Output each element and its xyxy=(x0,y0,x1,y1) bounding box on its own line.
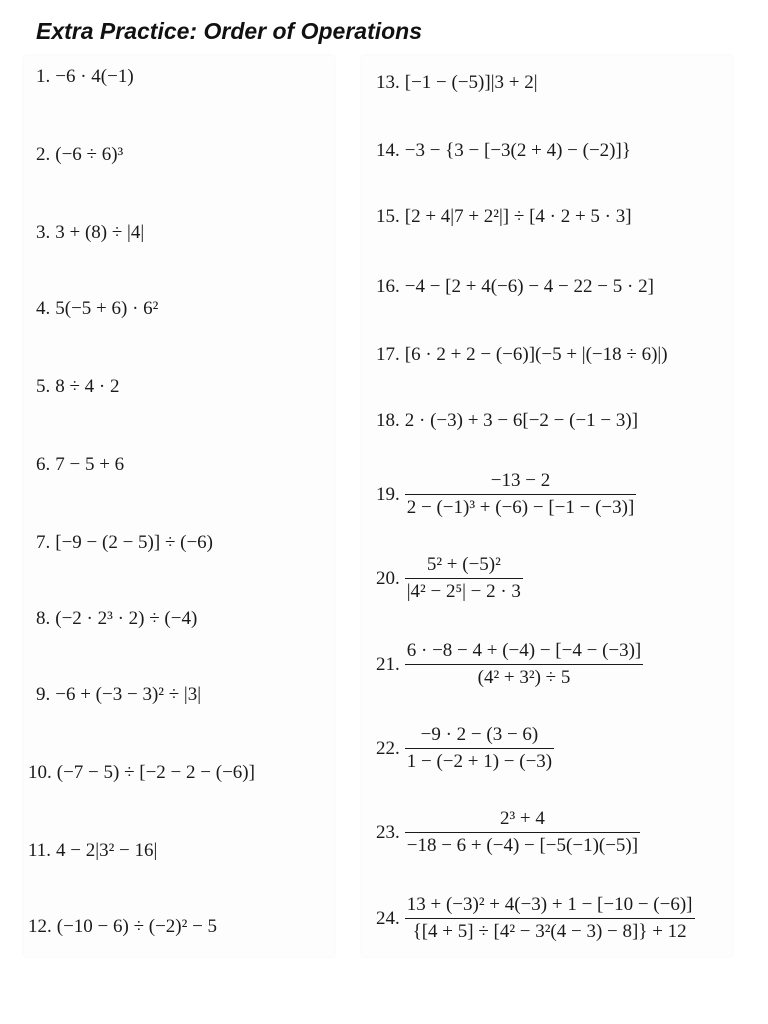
problem-6 xyxy=(36,454,124,476)
problem-number: 9. xyxy=(36,684,51,705)
problem-expression: 2 · (−3) + 3 − 6[−2 − (−1 − 3)] xyxy=(404,410,639,431)
fraction xyxy=(405,724,554,773)
problem-14 xyxy=(376,140,631,162)
problem-expression: −6 + (−3 − 3)² ÷ |3| xyxy=(55,684,201,705)
problem-number: 13. xyxy=(376,72,400,93)
problem-number: 24. xyxy=(376,907,400,929)
problem-number: 7. xyxy=(36,532,51,553)
problem-5 xyxy=(36,376,120,398)
problem-23 xyxy=(376,808,640,857)
problem-number: 1. xyxy=(36,66,51,87)
fraction-numerator: 2³ + 4 xyxy=(499,808,545,829)
problem-8 xyxy=(36,608,197,630)
problem-expression: 5(−5 + 6) · 6² xyxy=(55,298,159,319)
problem-19 xyxy=(376,470,636,519)
problem-3 xyxy=(36,222,144,244)
fraction-numerator: −13 − 2 xyxy=(490,470,551,491)
problem-24 xyxy=(376,894,695,943)
fraction-denominator: {[4 + 5] ÷ [4² − 3²(4 − 3) − 8]} + 12 xyxy=(412,921,687,942)
fraction-denominator: (4² + 3²) ÷ 5 xyxy=(477,667,571,688)
problem-number: 20. xyxy=(376,567,400,589)
problem-20 xyxy=(376,554,523,603)
problem-1 xyxy=(36,66,134,88)
problem-7 xyxy=(36,532,213,554)
problem-expression: (−6 ÷ 6)³ xyxy=(55,144,124,165)
fraction-denominator: |4² − 2⁵| − 2 · 3 xyxy=(406,581,521,602)
problem-number: 19. xyxy=(376,483,400,505)
fraction xyxy=(405,470,637,519)
problem-expression: [−1 − (−5)]|3 + 2| xyxy=(404,72,538,93)
problem-17 xyxy=(376,344,668,366)
problem-number: 18. xyxy=(376,410,400,431)
problem-number: 3. xyxy=(36,222,51,243)
problem-expression: 8 ÷ 4 · 2 xyxy=(55,376,120,397)
left-column-panel xyxy=(24,56,334,956)
problem-number: 2. xyxy=(36,144,51,165)
problem-11 xyxy=(28,840,157,862)
fraction xyxy=(405,894,695,943)
problem-4 xyxy=(36,298,158,320)
problem-number: 17. xyxy=(376,344,400,365)
fraction xyxy=(405,640,644,689)
problem-expression: [2 + 4|7 + 2²|] ÷ [4 · 2 + 5 · 3] xyxy=(404,206,632,227)
problem-number: 6. xyxy=(36,454,51,475)
problem-number: 14. xyxy=(376,140,400,161)
problem-number: 4. xyxy=(36,298,51,319)
problem-expression: −4 − [2 + 4(−6) − 4 − 22 − 5 · 2] xyxy=(404,276,654,297)
problem-expression: (−10 − 6) ÷ (−2)² − 5 xyxy=(56,916,218,937)
problem-expression: [−9 − (2 − 5)] ÷ (−6) xyxy=(55,532,214,553)
problem-number: 22. xyxy=(376,737,400,759)
problem-13 xyxy=(376,72,538,94)
problem-15 xyxy=(376,206,632,228)
problem-expression: 7 − 5 + 6 xyxy=(55,454,125,475)
problem-16 xyxy=(376,276,654,298)
problem-9 xyxy=(36,684,201,706)
fraction-denominator: 1 − (−2 + 1) − (−3) xyxy=(406,751,553,772)
problem-expression: 3 + (8) ÷ |4| xyxy=(55,222,145,243)
problem-number: 10. xyxy=(28,762,52,783)
problem-12 xyxy=(28,916,217,938)
problem-number: 8. xyxy=(36,608,51,629)
problem-expression: (−7 − 5) ÷ [−2 − 2 − (−6)] xyxy=(56,762,255,783)
problem-number: 11. xyxy=(28,840,52,861)
problem-expression: 4 − 2|3² − 16| xyxy=(56,840,158,861)
problem-number: 15. xyxy=(376,206,400,227)
problem-number: 12. xyxy=(28,916,52,937)
problem-2 xyxy=(36,144,123,166)
problem-10 xyxy=(28,762,255,784)
fraction-numerator: 13 + (−3)² + 4(−3) + 1 − [−10 − (−6)] xyxy=(406,894,693,915)
problem-number: 21. xyxy=(376,653,400,675)
fraction xyxy=(405,554,523,603)
worksheet-title: Extra Practice: Order of Operations xyxy=(36,18,423,44)
fraction-numerator: 6 · −8 − 4 + (−4) − [−4 − (−3)] xyxy=(406,640,642,661)
fraction-numerator: −9 · 2 − (3 − 6) xyxy=(420,724,539,745)
problem-number: 16. xyxy=(376,276,400,297)
problem-number: 23. xyxy=(376,821,400,843)
problem-22 xyxy=(376,724,554,773)
problem-expression: −6 · 4(−1) xyxy=(55,66,134,87)
problem-expression: [6 · 2 + 2 − (−6)](−5 + |(−18 ÷ 6)|) xyxy=(404,344,668,365)
problem-21 xyxy=(376,640,643,689)
fraction-numerator: 5² + (−5)² xyxy=(426,554,501,575)
problem-number: 5. xyxy=(36,376,51,397)
fraction-denominator: 2 − (−1)³ + (−6) − [−1 − (−3)] xyxy=(406,497,635,518)
fraction xyxy=(405,808,640,857)
fraction-denominator: −18 − 6 + (−4) − [−5(−1)(−5)] xyxy=(406,835,639,856)
problem-expression: −3 − {3 − [−3(2 + 4) − (−2)]} xyxy=(404,140,631,161)
problem-expression: (−2 · 2³ · 2) ÷ (−4) xyxy=(55,608,198,629)
problem-18 xyxy=(376,410,638,432)
